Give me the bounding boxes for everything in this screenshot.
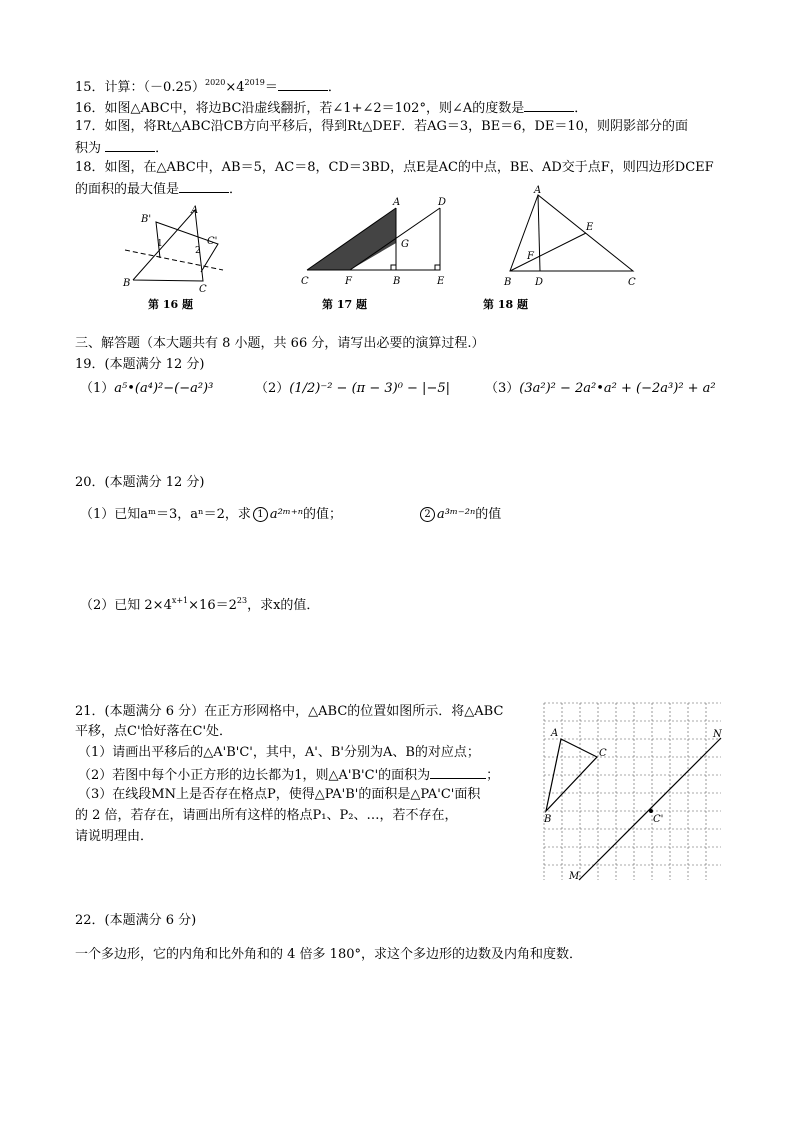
question-20-header: 20．(本题满分 12 分): [75, 475, 205, 490]
svg-text:B: B: [123, 278, 131, 289]
question-18-line2: 的面积的最大值是 ．: [75, 182, 243, 197]
question-21-part2: （2）若图中每个小正方形的边长都为1，则△A'B'C'的面积为 ；: [78, 768, 500, 783]
question-22-header: 22．(本题满分 6 分): [75, 913, 197, 928]
svg-text:B: B: [393, 276, 401, 287]
svg-text:B': B': [141, 214, 152, 225]
figure-17: [295, 195, 460, 290]
svg-text:B: B: [504, 277, 512, 288]
answer-blank-15[interactable]: [278, 78, 328, 91]
svg-text:F: F: [527, 251, 534, 262]
svg-text:A: A: [551, 728, 559, 739]
figure-16-caption: 第 16 题: [148, 298, 193, 311]
segment-mn: [579, 738, 721, 880]
svg-text:E: E: [586, 222, 594, 233]
question-17: 17．如图，将Rt△ABC沿CB方向平移后，得到Rt△DEF．若AG＝3，BE＝6，DE＝10，则阴影部分的面: [75, 119, 688, 134]
question-19-part3: （3）(3a²)² − 2a²•a² + (−2a³)² + a²: [485, 381, 716, 396]
question-18: 18．如图，在△ABC中，AB＝5，AC＝8，CD＝3BD，点E是AC的中点，BE、AD交于点F，则四边形DCEF: [75, 160, 714, 175]
grid-figure-21: [543, 700, 723, 882]
svg-text:1: 1: [157, 239, 163, 249]
question-19-part2: （2）(1/2)⁻² − (π − 3)⁰ − |−5|: [255, 381, 450, 396]
svg-text:C: C: [199, 284, 207, 295]
question-21-part3-line3: 请说明理由．: [75, 829, 154, 844]
svg-text:N: N: [713, 729, 722, 740]
svg-text:A: A: [534, 185, 542, 196]
svg-text:C: C: [301, 276, 309, 287]
question-21-part1: （1）请画出平移后的△A'B'C'，其中，A'、B'分别为A、B的对应点；: [78, 745, 480, 760]
svg-text:C': C': [653, 814, 664, 825]
question-17-line2: 积为 ．: [75, 141, 169, 156]
question-19-header: 19．(本题满分 12 分): [75, 357, 205, 372]
figure-17-caption: 第 17 题: [322, 298, 367, 311]
answer-blank-18[interactable]: [179, 180, 229, 193]
svg-text:M: M: [569, 871, 580, 882]
svg-text:E: E: [437, 276, 445, 287]
svg-text:A: A: [393, 197, 401, 208]
question-15: 15．计算：$(-0.25)^{2020}\times 4^{2019}=$ ．: [75, 78, 341, 95]
question-21-line2: 平移，点C'恰好落在C'处．: [75, 724, 233, 739]
svg-text:G: G: [401, 239, 409, 250]
question-21-part3: （3）在线段MN上是否存在格点P，使得△PA'B'的面积是△PA'C'面积: [78, 787, 481, 802]
question-22-text: 一个多边形，它的内角和比外角和的 4 倍多 180°，求这个多边形的边数及内角和度数．: [75, 947, 582, 962]
question-20-part1b: 2 a³ᵐ⁻²ⁿ的值: [418, 507, 501, 523]
figure-18: [500, 183, 645, 293]
svg-text:C': C': [207, 236, 218, 247]
point-c-prime: [649, 809, 653, 813]
svg-text:B: B: [544, 814, 552, 825]
svg-text:F: F: [345, 276, 352, 287]
question-19-part1: （1）a⁵•(a⁴)²−(−a²)³: [80, 381, 214, 396]
question-20-part2: （2）已知 $2\times 4^{x+1}\times 16=2^{23}$，求x的值．: [80, 596, 320, 613]
question-20-part1: （1）已知aᵐ＝3，aⁿ＝2，求 1 a²ᵐ⁺ⁿ的值；: [80, 507, 343, 522]
answer-blank-16[interactable]: [524, 99, 574, 112]
svg-text:C: C: [628, 277, 636, 288]
svg-text:A: A: [191, 205, 199, 216]
svg-text:C: C: [599, 748, 607, 759]
question-21-part3-line2: 的 2 倍，若存在，请画出所有这样的格点P₁、P₂、…，若不存在，: [75, 808, 458, 823]
svg-text:D: D: [535, 277, 544, 288]
figure-18-caption: 第 18 题: [483, 298, 528, 311]
svg-text:D: D: [438, 197, 447, 208]
answer-blank-21[interactable]: [430, 766, 486, 779]
answer-blank-17[interactable]: [105, 139, 155, 152]
section-3-title: 三、解答题（本大题共有 8 小题，共 66 分，请写出必要的演算过程.）: [75, 336, 485, 351]
svg-text:2: 2: [195, 246, 201, 256]
question-16: 16．如图△ABC中，将边BC沿虚线翻折，若∠1+∠2＝102°，则∠A的度数是 ．: [75, 101, 588, 116]
question-21-header: 21．(本题满分 6 分）在正方形网格中，△ABC的位置如图所示．将△ABC: [75, 704, 504, 719]
figure-16: [115, 200, 225, 295]
